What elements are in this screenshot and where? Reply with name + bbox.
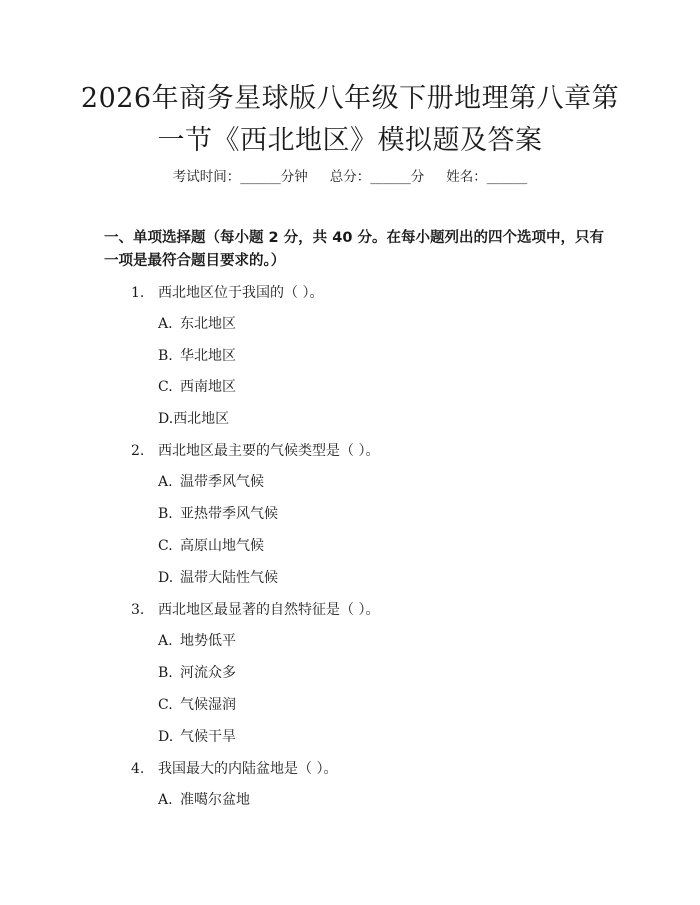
option-letter: D. <box>158 411 174 427</box>
option-4a <box>158 790 250 810</box>
score-label: 总分： <box>329 169 371 185</box>
option-3c <box>158 695 236 715</box>
question-text: 西北地区最显著的自然特征是（ ）。 <box>158 602 380 618</box>
question-1 <box>131 283 323 303</box>
question-4 <box>131 759 337 779</box>
option-1d <box>158 409 229 429</box>
option-2d <box>158 568 278 588</box>
option-letter: C. <box>158 697 173 713</box>
option-1c <box>158 377 236 397</box>
option-letter: A. <box>158 316 173 332</box>
question-number: 1. <box>131 285 145 301</box>
option-3b <box>158 663 236 683</box>
option-letter: B. <box>158 665 173 681</box>
question-2 <box>131 441 379 461</box>
question-3 <box>131 600 379 620</box>
option-3a <box>158 631 236 651</box>
option-text: 东北地区 <box>180 316 236 332</box>
question-number: 2. <box>131 443 145 459</box>
option-text: 准噶尔盆地 <box>180 792 250 808</box>
time-blank: ______分钟 <box>240 169 308 185</box>
question-text: 我国最大的内陆盆地是（ ）。 <box>158 761 338 777</box>
name-blank: ______ <box>486 169 528 185</box>
option-text: 西北地区 <box>173 411 230 427</box>
option-letter: A. <box>158 633 173 649</box>
time-label: 考试时间： <box>172 169 241 185</box>
option-3d <box>158 727 236 747</box>
question-number: 4. <box>131 761 145 777</box>
option-2c <box>158 536 264 556</box>
option-text: 气候干旱 <box>180 729 236 745</box>
exam-title <box>60 78 640 162</box>
option-text: 西南地区 <box>180 379 236 395</box>
option-text: 温带大陆性气候 <box>180 570 278 586</box>
title-line-2: 一节《西北地区》模拟题及答案 <box>157 125 543 156</box>
option-text: 温带季风气候 <box>180 474 264 490</box>
option-letter: B. <box>158 348 173 364</box>
option-2a <box>158 472 264 492</box>
option-letter: D. <box>158 729 174 745</box>
option-letter: B. <box>158 506 173 522</box>
option-2b <box>158 504 278 524</box>
option-letter: A. <box>158 474 173 490</box>
question-text: 西北地区最主要的气候类型是（ ）。 <box>158 443 380 459</box>
option-text: 华北地区 <box>180 348 236 364</box>
section-heading: 一、单项选择题（每小题 2 分，共 40 分。在每小题列出的四个选项中，只有一项是最符合题目要求的。） <box>104 230 604 269</box>
option-1b <box>158 346 236 366</box>
question-text: 西北地区位于我国的（ ）。 <box>158 285 324 301</box>
option-text: 气候湿润 <box>180 697 236 713</box>
option-letter: A. <box>158 792 173 808</box>
option-text: 河流众多 <box>180 665 236 681</box>
option-text: 亚热带季风气候 <box>180 506 278 522</box>
option-text: 高原山地气候 <box>180 538 264 554</box>
score-blank: ______分 <box>370 169 425 185</box>
option-letter: C. <box>158 538 173 554</box>
title-line-1: 2026年商务星球版八年级下册地理第八章第 <box>80 83 620 114</box>
name-label: 姓名： <box>446 169 487 185</box>
option-letter: D. <box>158 570 174 586</box>
option-text: 地势低平 <box>180 633 236 649</box>
option-letter: C. <box>158 379 173 395</box>
exam-meta <box>0 167 700 187</box>
question-number: 3. <box>131 602 145 618</box>
option-1a <box>158 314 236 334</box>
